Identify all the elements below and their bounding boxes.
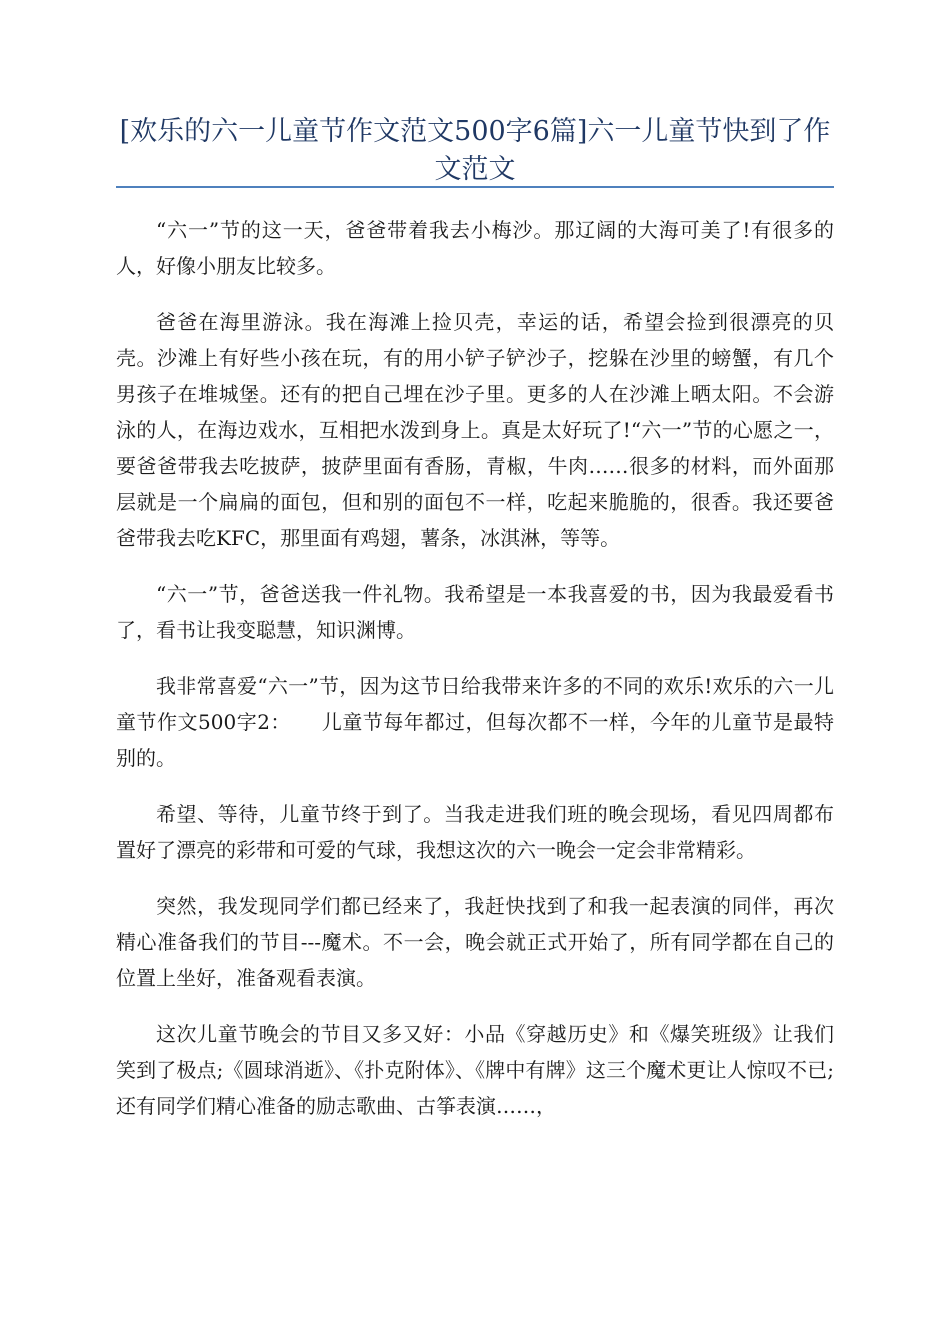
paragraph: 突然，我发现同学们都已经来了，我赶快找到了和我一起表演的同伴，再次精心准备我们的节目---魔术。不一会，晚会就正式开始了，所有同学都在自己的位置上坐好，准备观看表演。 xyxy=(116,894,834,990)
paragraph: 这次儿童节晚会的节目又多又好：小品《穿越历史》和《爆笑班级》让我们笑到了极点;《圆球消逝》、《扑克附体》、《牌中有牌》这三个魔术更让人惊叹不已;还有同学们精心准备的励志歌曲、古筝表演……， xyxy=(116,1022,834,1118)
paragraph: “六一”节，爸爸送我一件礼物。我希望是一本我喜爱的书，因为我最爱看书了，看书让我变聪慧，知识渊博。 xyxy=(116,582,834,642)
paragraph: 爸爸在海里游泳。我在海滩上捡贝壳，幸运的话，希望会捡到很漂亮的贝壳。沙滩上有好些小孩在玩，有的用小铲子铲沙子，挖躲在沙里的螃蟹，有几个男孩子在堆城堡。还有的把自己埋在沙子里。更多的人在沙滩上晒太阳。不会游泳的人，在海边戏水，互相把水泼到身上。真是太好玩了!“六一”节的心愿之一，要爸爸带我去吃披萨，披萨里面有香肠，青椒，牛肉……很多的材料，而外面那层就是一个扁扁的面包，但和别的面包不一样，吃起来脆脆的，很香。我还要爸爸带我去吃KFC，那里面有鸡翅，薯条，冰淇淋，等等。 xyxy=(116,310,834,550)
document-title: [欢乐的六一儿童节作文范文500字6篇]六一儿童节快到了作文范文 xyxy=(119,116,831,185)
paragraph: “六一”节的这一天，爸爸带着我去小梅沙。那辽阔的大海可美了!有很多的人，好像小朋友比较多。 xyxy=(116,218,834,278)
paragraph: 我非常喜爱“六一”节，因为这节日给我带来许多的不同的欢乐!欢乐的六一儿童节作文500字2： 儿童节每年都过，但每次都不一样，今年的儿童节是最特别的。 xyxy=(116,674,834,770)
document-body xyxy=(116,212,834,1144)
paragraph: 希望、等待，儿童节终于到了。当我走进我们班的晚会现场，看见四周都布置好了漂亮的彩带和可爱的气球，我想这次的六一晚会一定会非常精彩。 xyxy=(116,802,834,862)
title-underline xyxy=(116,186,834,188)
